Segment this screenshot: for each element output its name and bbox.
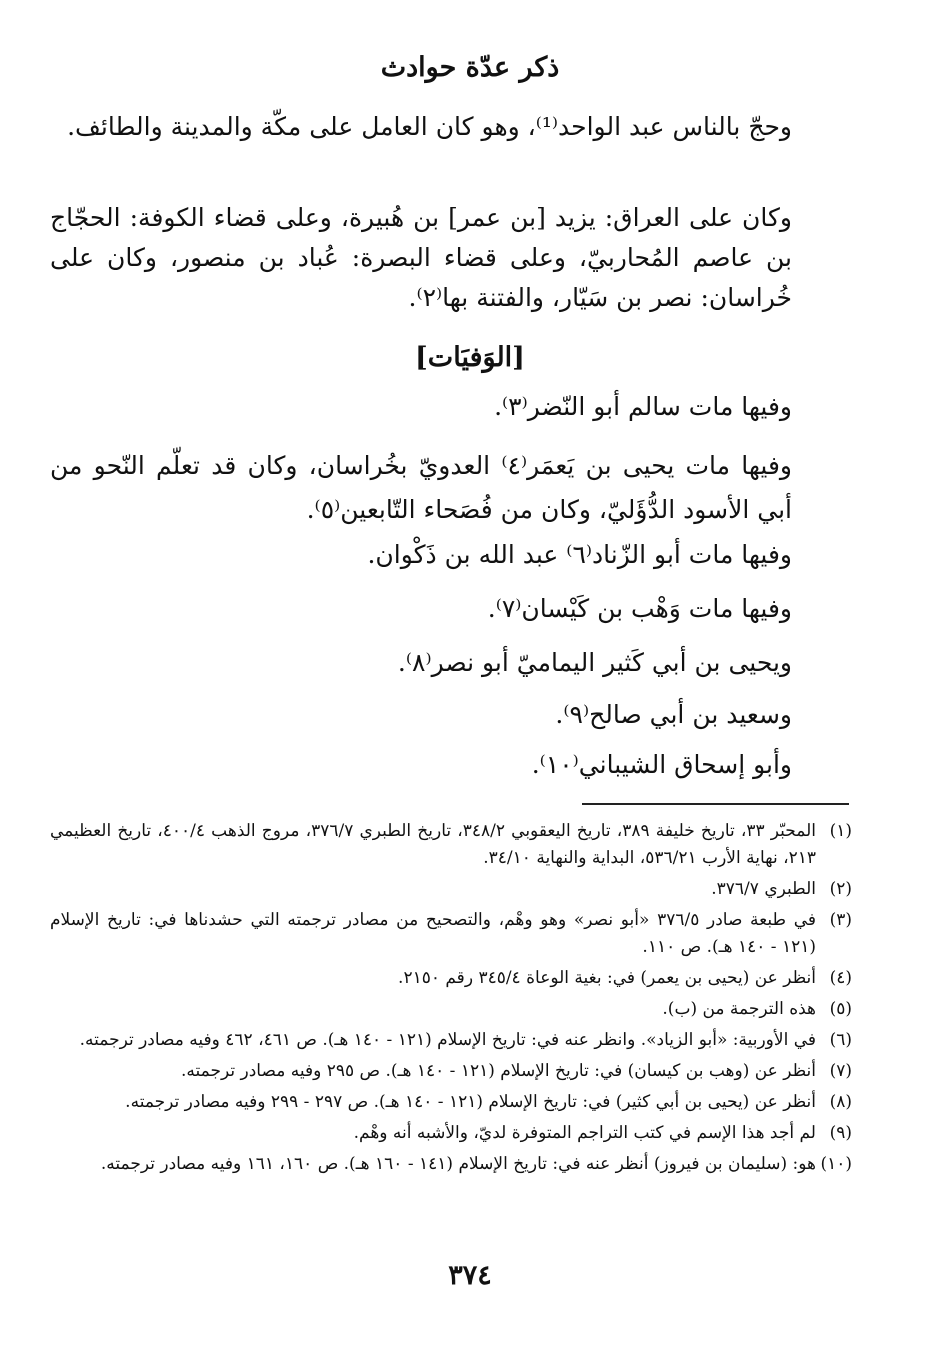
footnote xyxy=(50,818,852,872)
footnote-number: (٤) xyxy=(829,968,852,988)
footnote-number: (٢) xyxy=(829,879,852,899)
footnote xyxy=(50,1089,852,1116)
footnote-text: أنظر عن (يحيى بن يعمر) في: بغية الوعاة ٣٤٥/٤ رقم ٢١٥٠. xyxy=(398,968,816,988)
footnote-divider xyxy=(582,803,849,805)
death-entry: وأبو إسحاق الشيباني⁽١٠⁾. xyxy=(531,750,792,779)
footnote-number: (٦) xyxy=(829,1030,852,1050)
footnote-text: لم أجد هذا الإسم في كتب التراجم المتوفرة لديّ، والأشبه أنه وهْم. xyxy=(353,1123,816,1143)
footnote xyxy=(50,1027,852,1054)
footnote-number: (١) xyxy=(829,821,852,841)
footnote xyxy=(50,996,852,1023)
footnotes-list xyxy=(50,818,852,1182)
footnote-text: أنظر عن (وهب بن كيسان) في: تاريخ الإسلام (١٢١ - ١٤٠ هـ). ص ٢٩٥ وفيه مصادر ترجمته. xyxy=(181,1061,816,1081)
deaths-section-title: [الوَفيَات] xyxy=(415,342,525,373)
governors-paragraph: وكان على العراق: يزيد [بن عمر] بن هُبيرة، وعلى قضاء الكوفة: الحجّاج بن عاصم المُحاربيّ، وعلى قضاء البصرة: عُباد بن منصور، وكان على خُراسان: نصر بن سَيّار، والفتنة بها⁽٢⁾. xyxy=(50,203,792,312)
footnote xyxy=(50,876,852,903)
footnote-text: أنظر عن (يحيى بن أبي كثير) في: تاريخ الإسلام (١٢١ - ١٤٠ هـ). ص ٢٩٧ - ٢٩٩ وفيه مصادر ترجمته. xyxy=(125,1092,816,1112)
death-entry: وفيها مات يحيى بن يَعمَر⁽٤⁾ العدويّ بخُراسان، وكان قد تعلّم النّحو من أبي الأسود الدُّؤَليّ، وكان من فُصَحاء التّابعين⁽٥⁾. xyxy=(50,451,792,524)
footnote xyxy=(50,1120,852,1147)
page-number: ٣٧٤ xyxy=(448,1260,492,1291)
footnote-number: (٨) xyxy=(829,1092,852,1112)
death-entry: وفيها مات وَهْب بن كَيْسان⁽٧⁾. xyxy=(487,594,792,623)
footnote-number: (٩) xyxy=(829,1123,852,1143)
pilgrimage-line: وحجّ بالناس عبد الواحد⁽¹⁾، وهو كان العامل على مكّة والمدينة والطائف. xyxy=(67,112,792,141)
footnote-text: الطبري ٣٧٦/٧. xyxy=(711,879,816,899)
death-entry: وسعيد بن أبي صالح⁽٩⁾. xyxy=(555,700,792,729)
footnote xyxy=(50,1058,852,1085)
footnote-number: (٧) xyxy=(829,1061,852,1081)
footnote xyxy=(50,1151,852,1178)
footnote-number: (١٠) xyxy=(820,1154,852,1174)
footnote xyxy=(50,965,852,992)
death-entry: ويحيى بن أبي كَثير اليماميّ أبو نصر⁽٨⁾. xyxy=(397,648,792,677)
death-entry: وفيها مات سالم أبو النّضر⁽٣⁾. xyxy=(494,392,792,421)
footnote-text: في الأوربية: «أبو الزياد». وانظر عنه في: تاريخ الإسلام (١٢١ - ١٤٠ هـ). ص ٤٦١، ٤٦٢ وفيه مصادر ترجمته. xyxy=(79,1030,816,1050)
footnote xyxy=(50,907,852,961)
footnote-text: المحبّر ٣٣، تاريخ خليفة ٣٨٩، تاريخ اليعقوبي ٣٤٨/٢، تاريخ الطبري ٣٧٦/٧، مروج الذهب ٤٠٠/٤، تاريخ العظيمي ٢١٣، نهاية الأرب ٥٣٦/٢١، البداية والنهاية ٣٤/١٠. xyxy=(50,821,816,868)
footnote-number: (٥) xyxy=(829,999,852,1019)
footnote-number: (٣) xyxy=(829,910,852,930)
footnote-text: هو: (سليمان بن فيروز) أنظر عنه في: تاريخ الإسلام (١٤١ - ١٦٠ هـ). ص ١٦٠، ١٦١ وفيه مصادر ترجمته. xyxy=(100,1154,816,1174)
footnote-text: هذه الترجمة من (ب). xyxy=(662,999,816,1019)
footnote-text: في طبعة صادر ٣٧٦/٥ «أبو نصر» وهو وهْم، والتصحيح من مصادر ترجمته التي حشدناها في: تاريخ الإسلام (١٢١ - ١٤٠ هـ). ص ١١٠. xyxy=(50,910,816,957)
section-heading: ذكر عدّة حوادث xyxy=(380,52,560,83)
death-entry: وفيها مات أبو الزّناد⁽٦⁾ عبد الله بن ذَكْوان. xyxy=(367,540,792,569)
